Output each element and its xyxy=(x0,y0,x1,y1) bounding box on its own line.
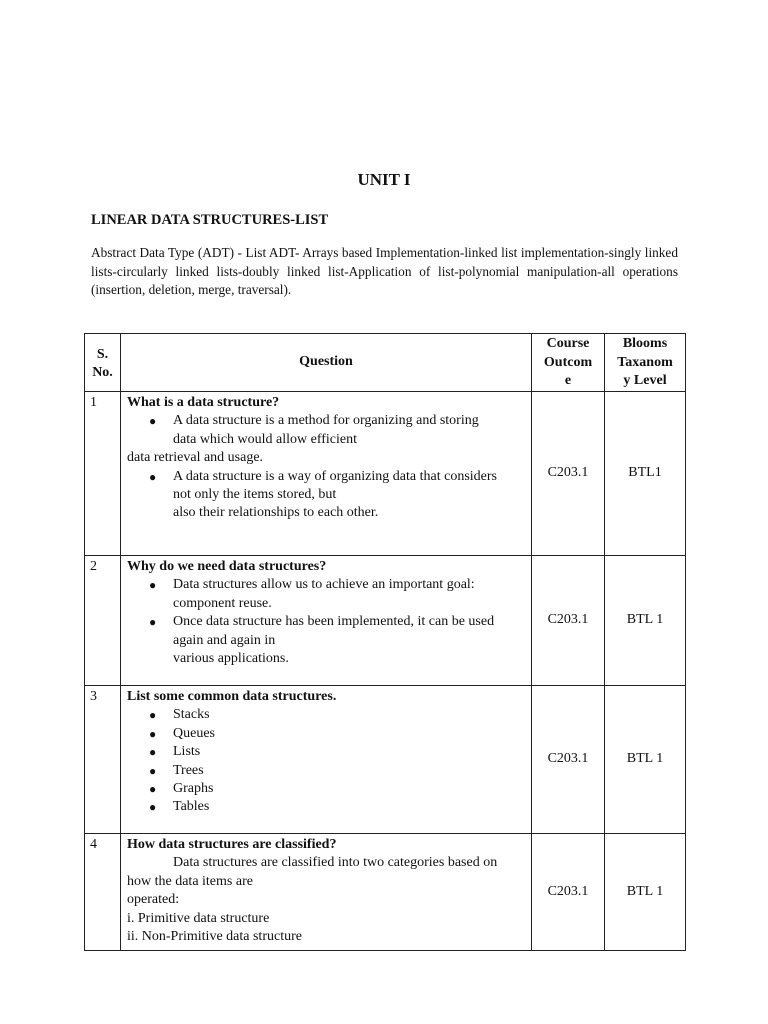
bullet-text: various applications. xyxy=(173,651,289,667)
list-item xyxy=(127,576,525,613)
header-bl-line: y Level xyxy=(623,373,667,389)
header-bl-line: Taxanom xyxy=(617,354,673,370)
bullet-text: again and again in xyxy=(173,632,276,648)
table-header-row xyxy=(85,334,686,392)
question-table xyxy=(84,333,686,951)
list-item xyxy=(127,468,525,523)
bullet-text: Trees xyxy=(173,762,204,778)
row-blooms-level: BTL 1 xyxy=(605,556,686,686)
question-title: What is a data structure? xyxy=(127,395,280,410)
bullet-text: Tables xyxy=(173,799,210,815)
list-item xyxy=(127,613,525,668)
answer-text: operated: xyxy=(127,892,180,908)
header-co-line: Course xyxy=(546,336,590,352)
header-sno xyxy=(85,334,121,392)
bullet-text: Once data structure has been implemented, it can be used xyxy=(173,614,495,630)
row-blooms-level: BTL1 xyxy=(605,392,686,556)
table-row xyxy=(85,686,686,834)
bullet-text: Stacks xyxy=(173,707,210,723)
list-item xyxy=(127,762,525,780)
answer-text: Data structures are classified into two categories based on xyxy=(173,855,498,871)
row-sno: 4 xyxy=(85,834,121,951)
bullet-icon: ● xyxy=(149,615,157,630)
bullet-text: data which would allow efficient xyxy=(173,431,358,447)
unit-title: UNIT I xyxy=(357,170,411,189)
row-question xyxy=(121,392,532,556)
list-item xyxy=(127,743,525,761)
bullet-text: Queues xyxy=(173,725,215,741)
list-item xyxy=(127,706,525,724)
list-item xyxy=(127,725,525,743)
bullet-text: component reuse. xyxy=(173,595,272,611)
table-row xyxy=(85,556,686,686)
header-co-line: Outcom xyxy=(543,354,593,370)
table-row xyxy=(85,392,686,556)
row-sno: 1 xyxy=(85,392,121,556)
list-item xyxy=(127,412,525,449)
bullet-text: Graphs xyxy=(173,781,214,797)
header-course-outcome xyxy=(532,334,605,392)
bullet-icon: ● xyxy=(149,726,157,741)
answer-text: i. Primitive data structure xyxy=(127,910,270,926)
question-title: Why do we need data structures? xyxy=(127,559,327,574)
bullet-icon: ● xyxy=(149,763,157,778)
bullet-text: Lists xyxy=(173,744,201,760)
row-blooms-level: BTL 1 xyxy=(605,834,686,951)
bullet-icon: ● xyxy=(149,578,157,593)
answer-text: data retrieval and usage. xyxy=(127,450,264,466)
row-question xyxy=(121,834,532,951)
bullet-icon: ● xyxy=(149,745,157,760)
bullet-icon: ● xyxy=(149,782,157,797)
answer-text: how the data items are xyxy=(127,873,253,889)
bullet-text: not only the items stored, but xyxy=(173,487,337,503)
section-title: LINEAR DATA STRUCTURES-LIST xyxy=(91,212,329,228)
bullet-text: Data structures allow us to achieve an important goal: xyxy=(173,577,475,593)
row-sno: 2 xyxy=(85,556,121,686)
answer-text: ii. Non-Primitive data structure xyxy=(127,929,302,945)
question-title: How data structures are classified? xyxy=(127,837,337,852)
bullet-icon: ● xyxy=(149,469,157,484)
row-question xyxy=(121,556,532,686)
bullet-icon: ● xyxy=(149,708,157,723)
row-course-outcome: C203.1 xyxy=(532,834,605,951)
header-co-line: e xyxy=(564,373,572,389)
header-sno-line: No. xyxy=(92,364,113,380)
bullet-icon: ● xyxy=(149,414,157,429)
row-course-outcome: C203.1 xyxy=(532,392,605,556)
header-sno-line: S. xyxy=(96,346,109,362)
row-blooms-level: BTL 1 xyxy=(605,686,686,834)
header-bl-line: Blooms xyxy=(622,336,668,352)
bullet-text: A data structure is a way of organizing data that considers xyxy=(173,468,497,484)
header-question: Question xyxy=(121,334,532,392)
bullet-text: also their relationships to each other. xyxy=(173,505,379,521)
header-blooms-level xyxy=(605,334,686,392)
bullet-text: A data structure is a method for organizing and storing xyxy=(173,413,479,429)
question-title: List some common data structures. xyxy=(127,689,337,704)
bullet-icon: ● xyxy=(149,800,157,815)
list-item xyxy=(127,780,525,798)
row-course-outcome: C203.1 xyxy=(532,686,605,834)
row-sno: 3 xyxy=(85,686,121,834)
table-row xyxy=(85,834,686,951)
row-course-outcome: C203.1 xyxy=(532,556,605,686)
row-question xyxy=(121,686,532,834)
list-item xyxy=(127,798,525,816)
intro-paragraph: Abstract Data Type (ADT) - List ADT- Arrays based Implementation-linked list implementation-singly linked lists-circularly linked lists-doubly linked list-Application of list-polynomial manipulation-all operations (insertion, deletion, merge, traversal). xyxy=(91,245,678,297)
